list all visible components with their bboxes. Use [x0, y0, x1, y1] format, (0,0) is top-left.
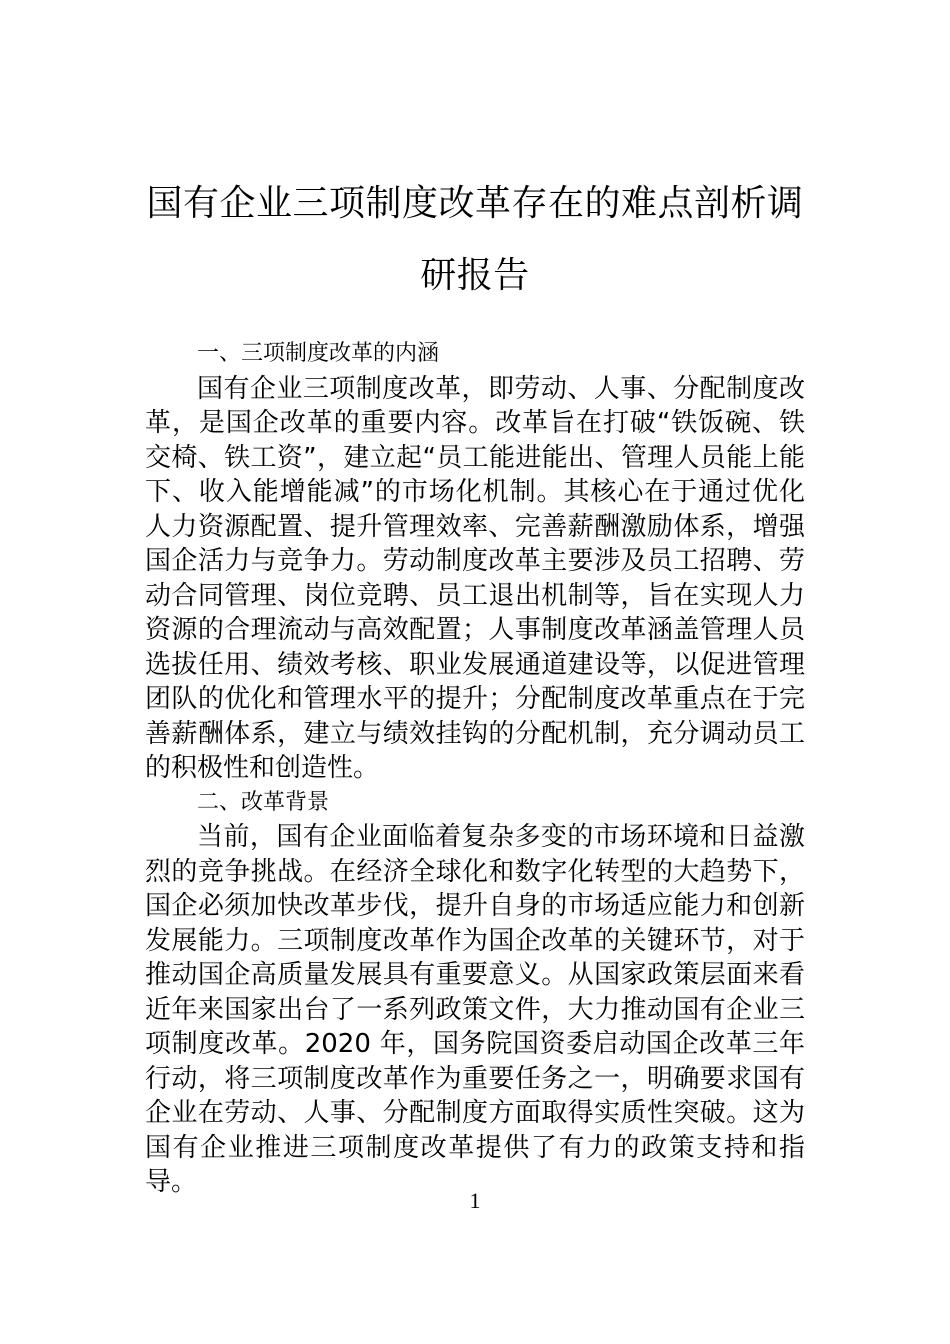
section-paragraph-1: 国有企业三项制度改革，即劳动、人事、分配制度改革，是国企改革的重要内容。改革旨在打破“铁饭碗、铁交椅、铁工资”，建立起“员工能进能出、管理人员能上能下、收入能增能减”的市场化机制。其核心在于通过优化人力资源配置、提升管理效率、完善薪酬激励体系，增强国企活力与竞争力。劳动制度改革主要涉及员工招聘、劳动合同管理、岗位竞聘、员工退出机制等，旨在实现人力资源的合理流动与高效配置；人事制度改革涵盖管理人员选拔任用、绩效考核、职业发展通道建设等，以促进管理团队的优化和管理水平的提升；分配制度改革重点在于完善薪酬体系，建立与绩效挂钩的分配机制，充分调动员工的积极性和创造性。: [145, 373, 805, 783]
section-heading-2: 二、改革背景: [197, 789, 330, 815]
document-body: [145, 337, 805, 1200]
section-heading-1: 一、三项制度改革的内涵: [197, 341, 440, 366]
page-number: 1: [469, 1188, 481, 1213]
section-paragraph-2: 当前，国有企业面临着复杂多变的市场环境和日益激烈的竞争挑战。在经济全球化和数字化转型的大趋势下，国企必须加快改革步伐，提升自身的市场适应能力和创新发展能力。三项制度改革作为国企改革的关键环节，对于推动国企高质量发展具有重要意义。从国家政策层面来看近年来国家出台了一系列政策文件，大力推动国有企业三项制度改革。2020 年，国务院国资委启动国企改革三年行动，将三项制度改革作为重要任务之一，明确要求国有企业在劳动、人事、分配制度方面取得实质性突破。这为国有企业推进三项制度改革提供了有力的政策支持和指导。: [145, 822, 805, 1197]
document-title: 国有企业三项制度改革存在的难点剖析调研报告: [146, 183, 804, 296]
